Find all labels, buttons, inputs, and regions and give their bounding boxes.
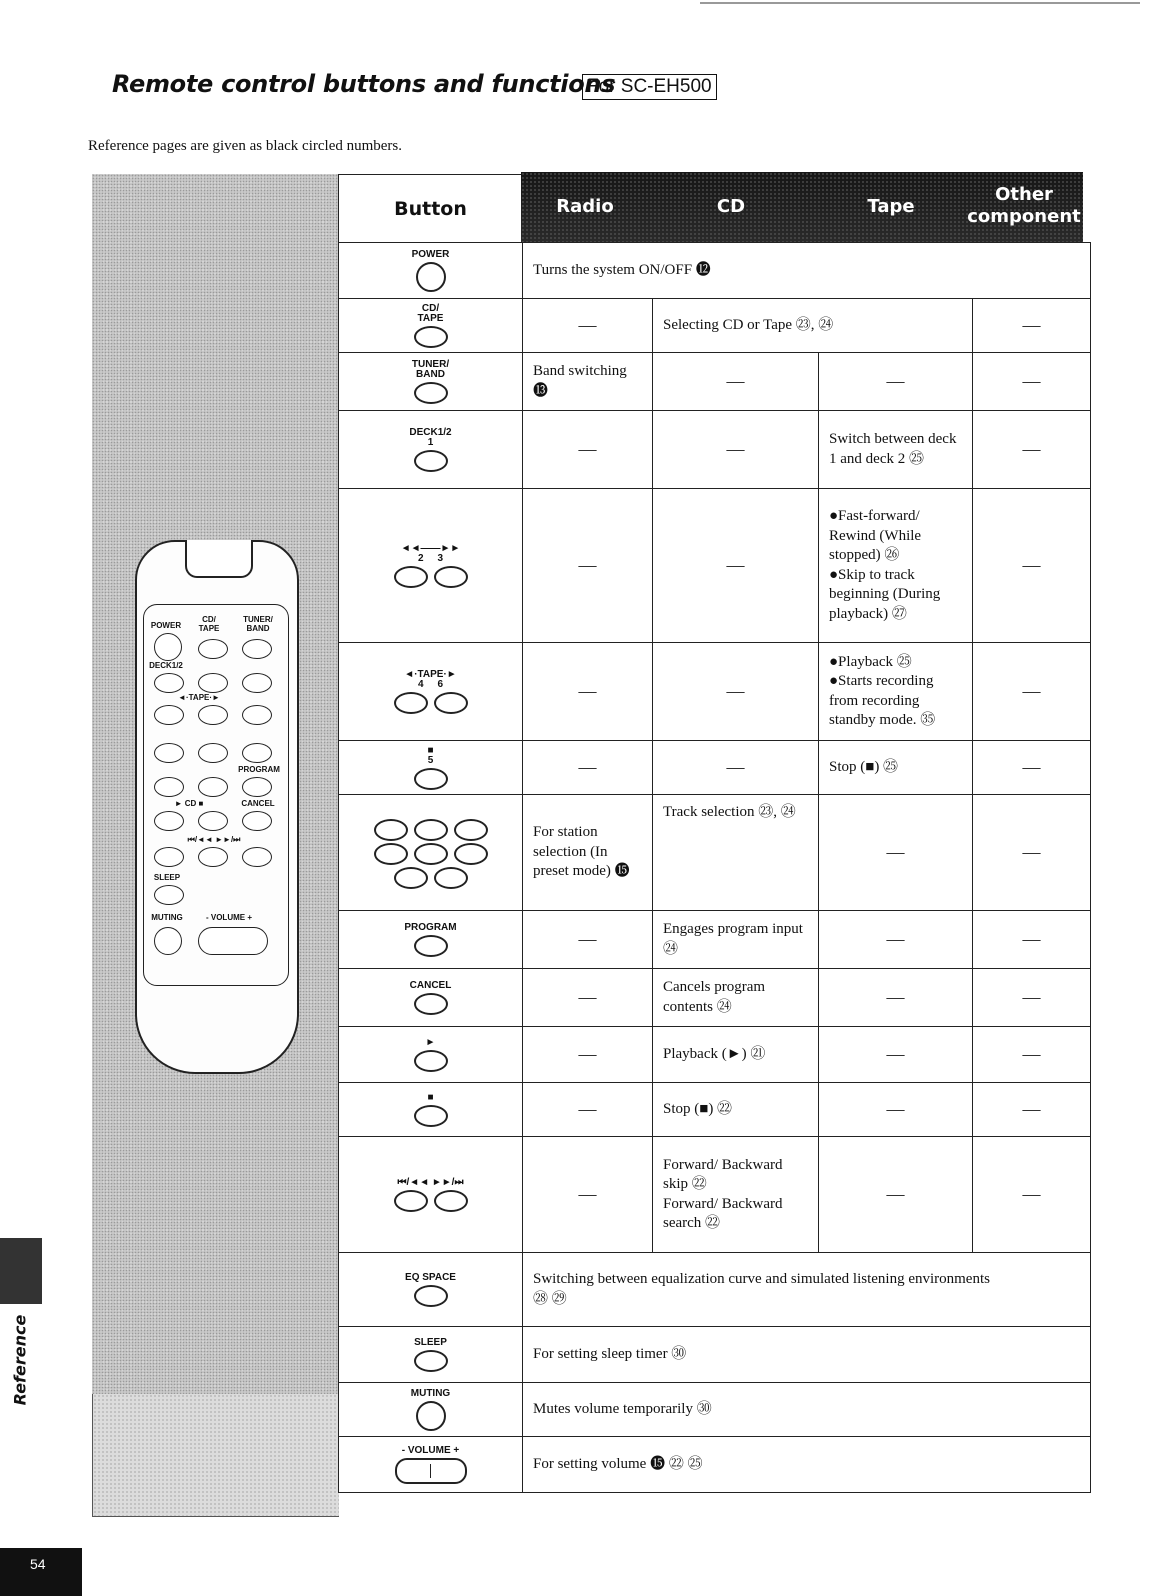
remote-label-cd-tape: CD/ TAPE [198,615,220,633]
remote-label-muting: MUTING [151,913,183,922]
table-row [339,243,1091,299]
remote-label-deck: DECK1/2 [149,661,183,670]
tape-cell: — [819,795,973,911]
table-row [339,411,1091,489]
tape-cell [819,489,973,643]
cancel-button-icon [414,993,448,1015]
remote-label-program: PROGRAM [238,765,280,774]
table-row [339,353,1091,411]
table-row [339,1383,1091,1437]
numeric-key-icon [434,867,468,889]
other-cell: — [973,911,1091,969]
button-label: ■ [427,1091,434,1103]
tape-cell: Switch between deck 1 and deck 2 ㉕ [819,411,973,489]
button-label: CANCEL [409,979,452,991]
tape-function-line: ●Playback ㉕ [829,653,912,670]
button-label: TAPE [417,312,444,324]
remote-key-5 [198,705,228,725]
button-label: ■ [427,744,434,756]
button-cell [339,411,523,489]
remote-label-cd: ► CD ■ [174,799,204,808]
remote-label-tuner-band: TUNER/ BAND [243,615,273,633]
table-row [339,1253,1091,1327]
remote-label-volume: - VOLUME + [205,913,252,922]
button-cell [339,1383,523,1437]
remote-key-8 [198,743,228,763]
cd-cell: Playback (►) ㉑ [653,1027,819,1083]
button-label: 5 [427,754,434,766]
remote-key-1 [154,673,184,693]
model-badge: For SC-EH500 [582,74,717,100]
button-cell [339,741,523,795]
function-cell: For setting volume ⓯ ㉒ ㉕ [523,1437,1091,1493]
tape-cell: Stop (■) ㉕ [819,741,973,795]
button-label: PROGRAM [404,921,457,933]
numeric-key-icon [414,819,448,841]
button-cell [339,353,523,411]
tape-cell: — [819,1137,973,1253]
tape-function-line: ●Fast-forward/ Rewind (While stopped) ㉖ [829,508,922,563]
function-text: Switching between equalization curve and simulated listening environments [533,1271,990,1287]
other-cell: — [973,1083,1091,1137]
tape-stop-button-icon [414,768,448,790]
button-cell [339,1437,523,1493]
remote-stop-key [198,811,228,831]
other-cell: — [973,795,1091,911]
page-number: 54 [0,1548,82,1596]
remote-play-key [154,811,184,831]
numeric-key-icon [394,867,428,889]
table-row [339,1327,1091,1383]
other-cell: — [973,489,1091,643]
column-header-button: Button [338,174,523,243]
skip-forward-button-icon [434,1190,468,1212]
button-cell [339,1253,523,1327]
remote-key-9 [242,743,272,763]
section-label: Reference [10,1314,30,1406]
remote-key-10 [198,777,228,797]
button-label: - VOLUME + [401,1444,460,1456]
button-label: POWER [411,248,450,260]
button-label: SLEEP [414,1336,447,1348]
remote-power-key [154,633,182,661]
remote-label-skip: ⏮/◄◄ ►►/⏭ [187,835,241,844]
numeric-key-icon [454,843,488,865]
button-label: ► [425,1036,436,1048]
fast-forward-button-icon [434,566,468,588]
illustration-panel-footer [92,1394,339,1517]
cd-cell: — [653,741,819,795]
button-cell [339,643,523,741]
button-cell [339,243,523,299]
radio-cell: — [523,411,653,489]
radio-cell: — [523,969,653,1027]
radio-cell: — [523,489,653,643]
table-row [339,1027,1091,1083]
tape-cell: — [819,1083,973,1137]
remote-tuner-key [242,639,272,659]
button-label: MUTING [410,1387,451,1399]
sleep-button-icon [414,1350,448,1372]
functions-table [338,242,1091,1493]
cd-cell: Stop (■) ㉒ [653,1083,819,1137]
cd-function-line: Forward/ Backward skip ㉒ [663,1156,783,1192]
cd-cell: — [653,643,819,741]
table-row [339,1137,1091,1253]
column-header-other: Other component [967,184,1081,227]
radio-cell: — [523,911,653,969]
remote-label-cancel: CANCEL [241,799,275,808]
table-row [339,969,1091,1027]
button-cell [339,969,523,1027]
button-label: EQ SPACE [405,1271,456,1283]
numeric-key-icon [454,819,488,841]
button-label: ⏮/◄◄ ►►/⏭ [397,1176,464,1188]
tape-cell [819,643,973,741]
remote-cancel-key [242,811,272,831]
remote-key-0 [154,777,184,797]
cd-tape-cell: Selecting CD or Tape ㉓, ㉔ [653,299,973,353]
table-row [339,1437,1091,1493]
reference-numbers: ㉘ ㉙ [533,1290,567,1307]
tape-cell: — [819,353,973,411]
radio-cell: — [523,299,653,353]
tape-cell: — [819,911,973,969]
button-label: DECK1/2 [409,426,452,438]
function-cell: Turns the system ON/OFF ⓬ [523,243,1091,299]
remote-label-power: POWER [150,621,182,630]
table-row [339,1083,1091,1137]
button-cell [339,489,523,643]
remote-skip-back-key [154,847,184,867]
tape-cell: — [819,1027,973,1083]
radio-cell: — [523,1027,653,1083]
power-button-icon [416,262,446,292]
table-row [339,299,1091,353]
function-cell: Mutes volume temporarily ㉚ [523,1383,1091,1437]
column-header-band [521,172,1083,242]
column-header-tape: Tape [867,196,915,217]
other-cell: — [973,741,1091,795]
button-label: BAND [416,368,445,380]
stop-button-icon [414,1105,448,1127]
table-row [339,643,1091,741]
cd-cell: Engages program input ㉔ [653,911,819,969]
tape-reverse-button-icon [394,692,428,714]
remote-key-2 [198,673,228,693]
remote-muting-key [154,927,182,955]
button-label: 4 6 [417,678,443,690]
button-cell [339,911,523,969]
function-cell: For setting sleep timer ㉚ [523,1327,1091,1383]
remote-skip-forward-key [198,847,228,867]
button-cell [339,299,523,353]
button-label: ◄◄——►► [400,542,461,554]
cd-function-line: Forward/ Backward search ㉒ [663,1195,783,1231]
remote-label-sleep: SLEEP [153,873,181,882]
radio-cell: — [523,741,653,795]
remote-key-3 [242,673,272,693]
remote-program-key [242,777,272,797]
table-row [339,911,1091,969]
numeric-key-icon [414,843,448,865]
tape-function-line: ●Starts recording from recording standby mode. ㉟ [829,673,936,728]
other-cell: — [973,411,1091,489]
radio-cell: — [523,643,653,741]
skip-back-button-icon [394,1190,428,1212]
other-cell: — [973,299,1091,353]
column-header-cd: CD [716,196,746,217]
program-button-icon [414,935,448,957]
button-cell [339,1137,523,1253]
other-cell: — [973,643,1091,741]
numeric-key-icon [374,843,408,865]
remote-label-tape: ◄·TAPE·► [178,693,220,702]
cd-cell: — [653,411,819,489]
table-row [339,741,1091,795]
button-label: 1 [427,436,434,448]
button-label: ◄·TAPE·► [404,668,457,680]
remote-volume-key [198,927,268,955]
button-label: TUNER/ [411,358,450,370]
button-cell [339,1083,523,1137]
play-button-icon [414,1050,448,1072]
tape-function-line: ●Skip to track beginning (During playback) ㉗ [829,566,941,622]
other-cell: — [973,969,1091,1027]
section-tab [0,1238,42,1304]
muting-button-icon [416,1401,446,1431]
button-label: CD/ [421,302,440,314]
volume-button-icon [395,1458,467,1484]
tape-cell: — [819,969,973,1027]
button-cell [339,1327,523,1383]
radio-cell: — [523,1137,653,1253]
remote-eq-key [242,847,272,867]
tape-forward-button-icon [434,692,468,714]
cd-cell: — [653,489,819,643]
button-label: 2 3 [417,552,443,564]
deck-button-icon [414,450,448,472]
cd-cell: Cancels program contents ㉔ [653,969,819,1027]
other-cell: — [973,1027,1091,1083]
column-header-radio: Radio [556,196,614,217]
other-cell: — [973,1137,1091,1253]
remote-cd-tape-key [198,639,228,659]
tuner-band-button-icon [414,382,448,404]
remote-key-6 [242,705,272,725]
top-rule [700,2,1140,4]
radio-cell: For station selection (In preset mode) ⓯ [523,795,653,911]
radio-cell: — [523,1083,653,1137]
table-row [339,489,1091,643]
cd-tape-button-icon [414,326,448,348]
cd-cell: — [653,353,819,411]
page-title: Remote control buttons and functions [112,70,616,98]
remote-key-4 [154,705,184,725]
numeric-key-icon [374,819,408,841]
eq-space-button-icon [414,1285,448,1307]
table-row [339,795,1091,911]
subtitle: Reference pages are given as black circled numbers. [88,138,403,154]
cd-cell [653,1137,819,1253]
radio-cell: Band switching ⓭ [523,353,653,411]
button-cell [339,1027,523,1083]
cd-cell: Track selection ㉓, ㉔ [653,795,819,911]
button-cell [339,795,523,911]
remote-key-7 [154,743,184,763]
function-cell [523,1253,1091,1327]
remote-sleep-key [154,885,184,905]
other-cell: — [973,353,1091,411]
remote-key-area [143,604,289,986]
remote-control-illustration [135,540,299,1074]
ir-window [185,540,253,578]
rewind-button-icon [394,566,428,588]
